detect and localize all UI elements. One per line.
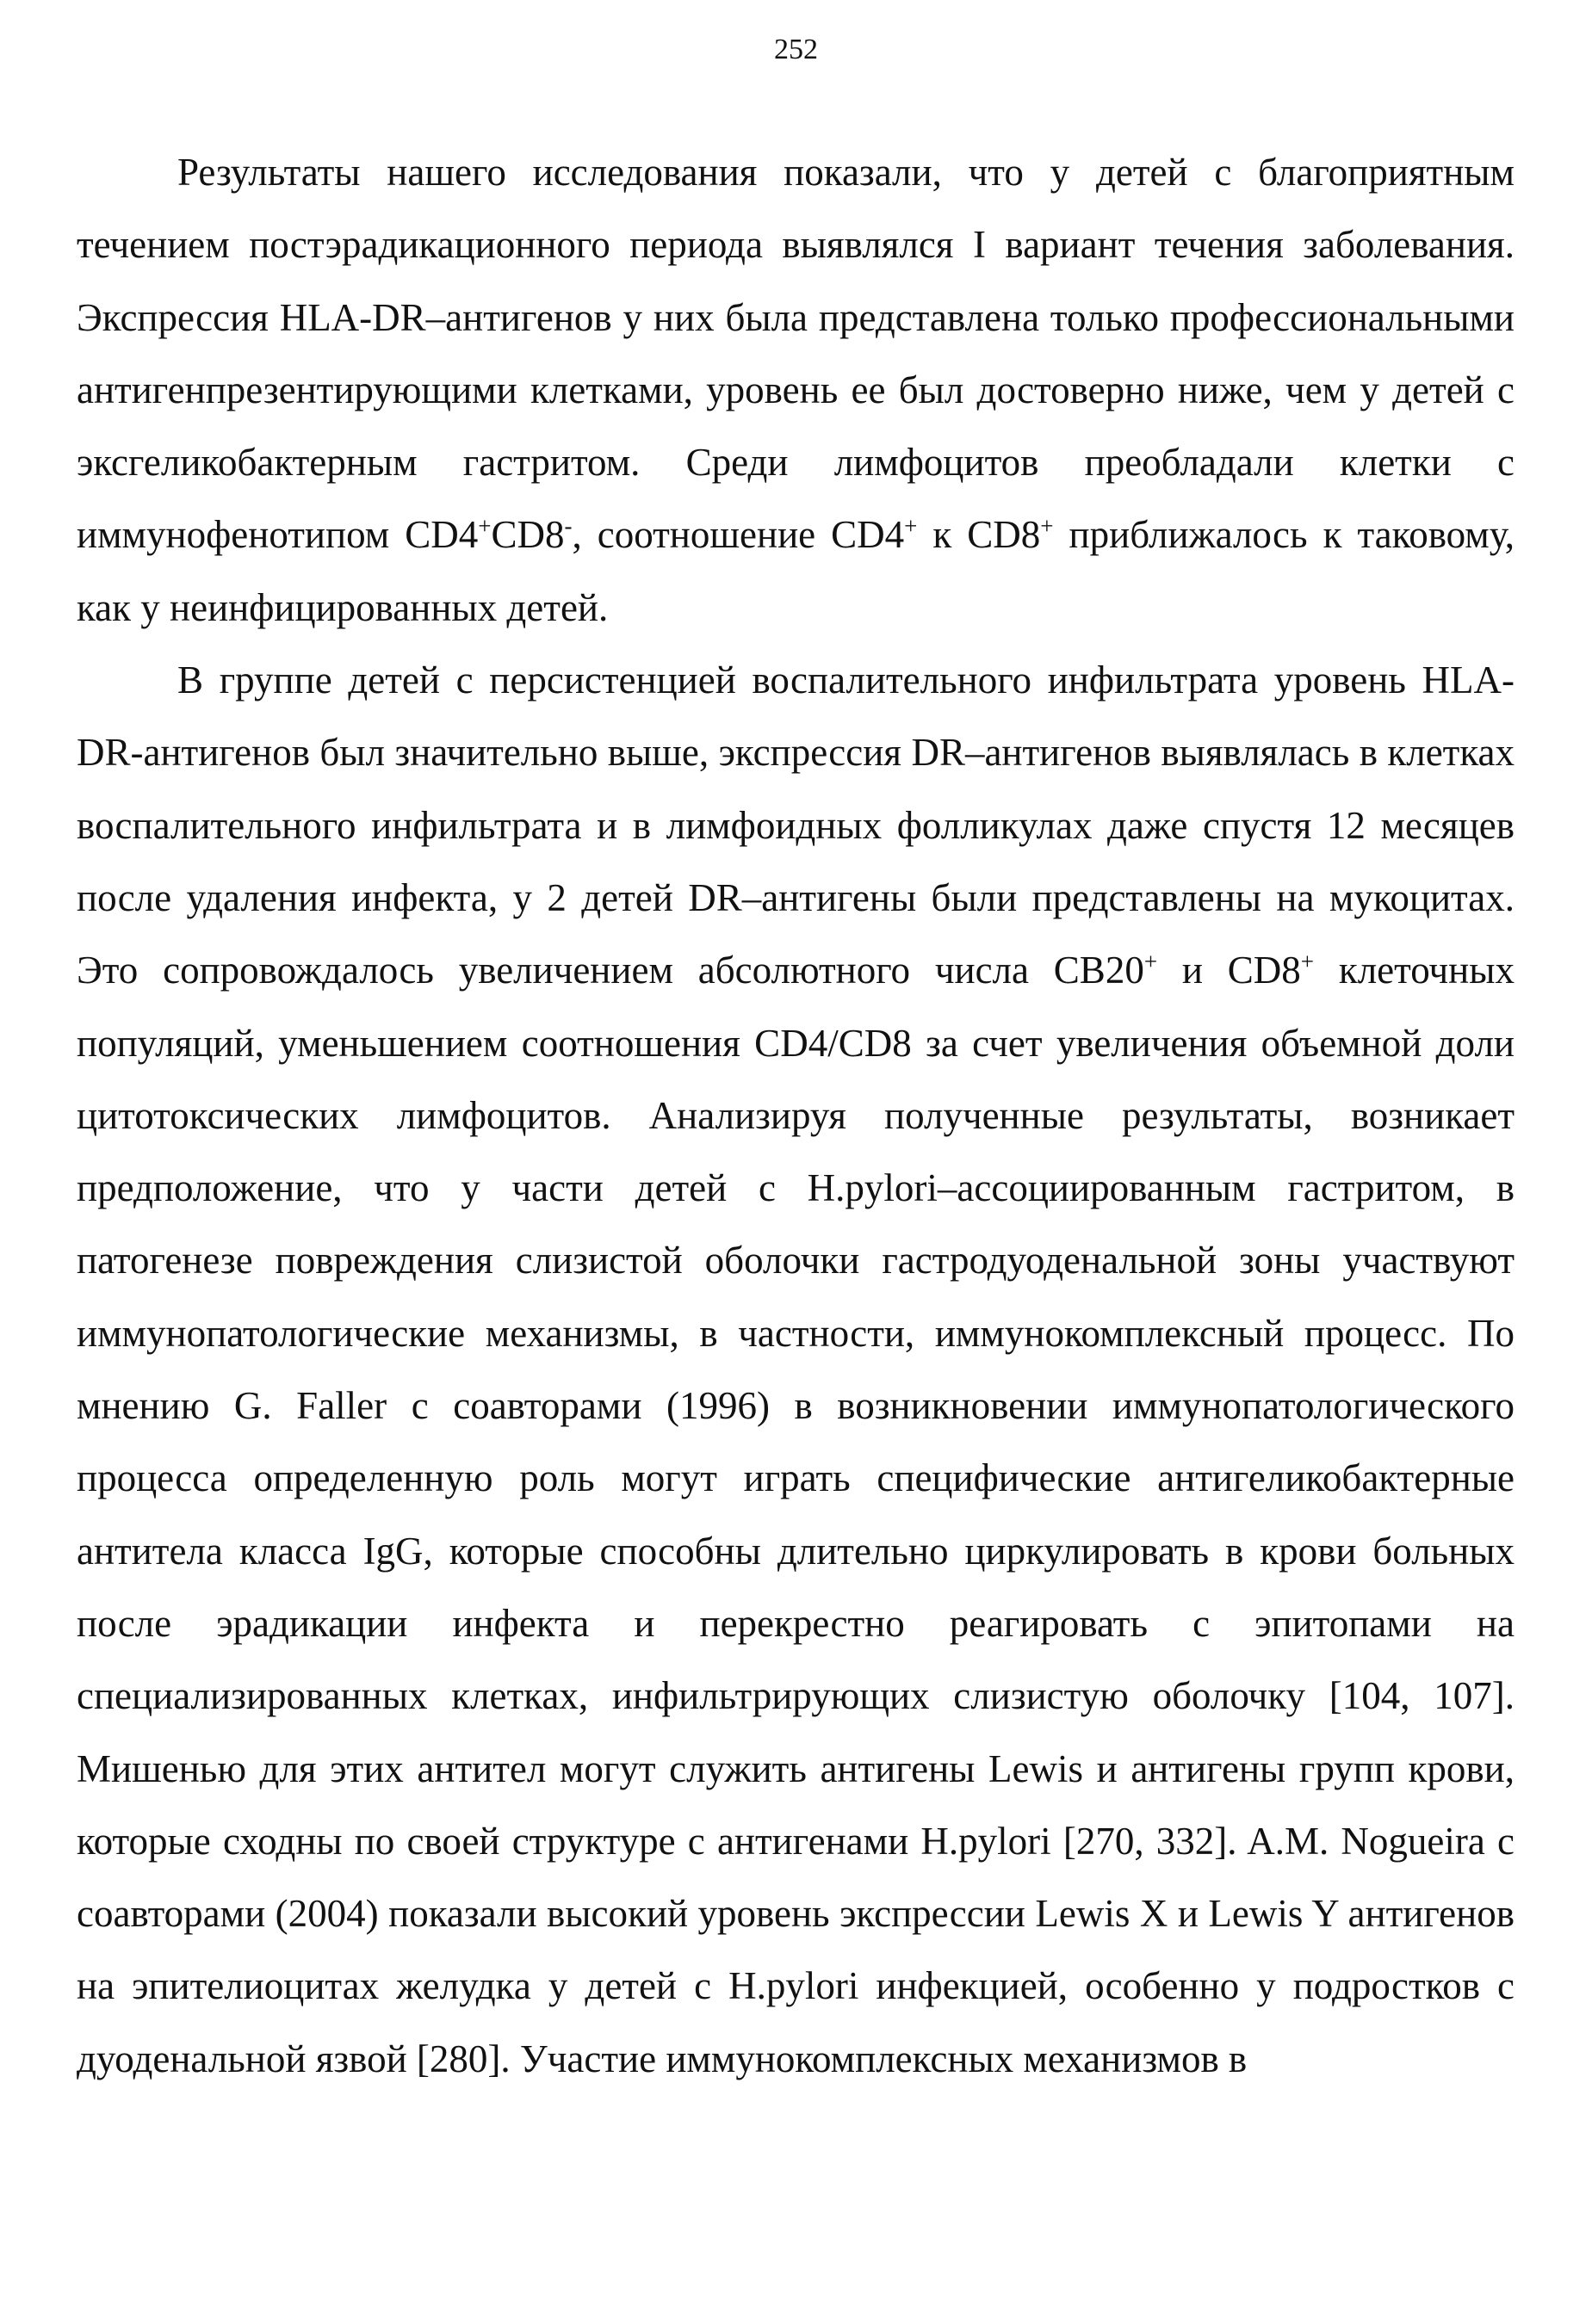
paragraph-1: Результаты нашего исследования показали, что у детей с благоприятным течением постэрадикационного периода выявлялся I вариант течения заболевания. Экспрессия HLA-DR–антигенов у них была представлена только профессиональными антигенпрезентирующими клетками, уровень ее был достоверно ниже, чем у детей с эксгеликобактерным гастритом. Среди лимфоцитов преобладали клетки с иммунофенотипом CD4+CD8-, соотношение CD4+ к CD8+ приближалось к таковому, как у неинфицированных детей. [77,151,1515,629]
superscript: + [478,513,492,540]
page-number: 252 [774,34,818,65]
superscript: + [904,513,918,540]
superscript: + [1300,949,1315,975]
superscript: + [1040,513,1054,540]
superscript: + [1143,949,1158,975]
superscript: - [564,513,573,540]
document-body [77,136,1515,2095]
paragraph-2: В группе детей с персистенцией воспалительного инфильтрата уровень HLA-DR-антигенов был значительно выше, экспрессия DR–антигенов выявлялась в клетках воспалительного инфильтрата и в лимфоидных фолликулах даже спустя 12 месяцев после удаления инфекта, у 2 детей DR–антигены были представлены на мукоцитах. Это сопровождалось увеличением абсолютного числа CB20+ и CD8+ клеточных популяций, уменьшением соотношения CD4/CD8 за счет увеличения объемной доли цитотоксических лимфоцитов. Анализируя полученные результаты, возникает предположение, что у части детей с H.pylori–ассоциированным гастритом, в патогенезе повреждения слизистой оболочки гастродуоденальной зоны участвуют иммунопатологические механизмы, в частности, иммунокомплексный процесс. По мнению G. Faller с соавторами (1996) в возникновении иммунопатологического процесса определенную роль могут играть специфические антигеликобактерные антитела класса IgG, которые способны длительно циркулировать в крови больных после эрадикации инфекта и перекрестно реагировать с эпитопами на специализированных клетках, инфильтрирующих слизистую оболочку [104, 107]. Мишенью для этих антител могут служить антигены Lewis и антигены групп крови, которые сходны по своей структуре с антигенами H.pylori [270, 332]. A.M. Nogueira с соавторами (2004) показали высокий уровень экспрессии Lewis X и Lewis Y антигенов на эпителиоцитах желудка у детей с H.pylori инфекцией, особенно у подростков с дуоденальной язвой [280]. Участие иммунокомплексных механизмов в [77,658,1515,2080]
